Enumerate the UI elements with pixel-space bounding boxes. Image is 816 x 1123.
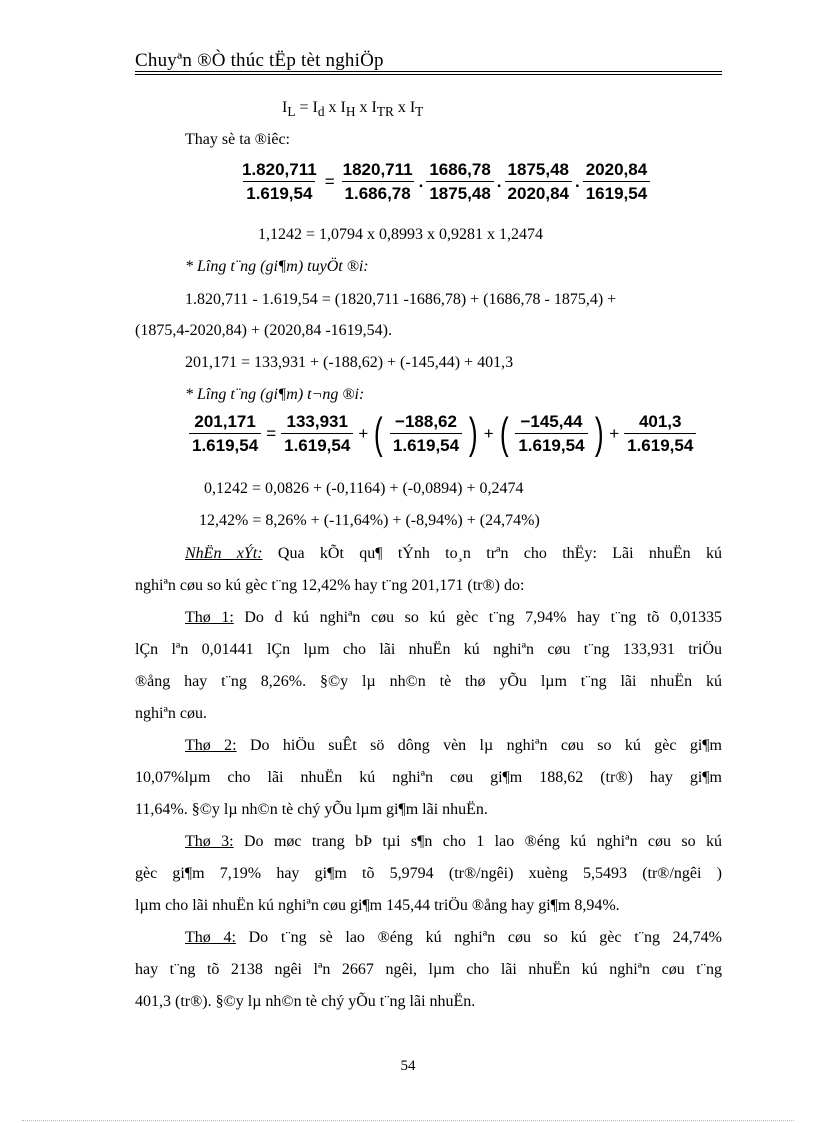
relative-index-result: 1,1242 = 1,0794 x 0,8993 x 0,9281 x 1,2474	[258, 226, 544, 243]
fraction-denominator: 1.619,54	[189, 433, 261, 456]
factor-label: Thø 3:	[185, 833, 234, 850]
factor-paragraph-line	[185, 608, 722, 628]
fraction-numerator: 1820,711	[342, 160, 413, 179]
fraction-term	[281, 412, 353, 456]
plus-sign: +	[609, 424, 620, 443]
page-number: 54	[400, 1058, 416, 1074]
fraction-term	[390, 412, 462, 456]
page-header-title: Chuyªn ®Ò thúc tËp tèt nghiÖp	[135, 50, 384, 71]
fraction-numerator: 401,3	[638, 412, 682, 431]
index-subscript: T	[415, 104, 424, 120]
right-paren: )	[469, 409, 478, 458]
remark-line: nghiªn cøu so kú gèc t¨ng 12,42% hay t¨ng 201,171 (tr®) do:	[135, 577, 525, 594]
relative-change-percent: 12,42% = 8,26% + (-11,64%) + (-8,94%) + (24,74%)	[199, 512, 540, 529]
plus-sign: +	[358, 424, 369, 443]
factor-paragraph-line: 11,64%. §©y lµ nh©n tè chý yÕu lµm gi¶m lãi nhuËn.	[135, 801, 488, 818]
formula-relative-index	[236, 160, 653, 204]
fraction-numerator: 1875,48	[507, 160, 569, 179]
fraction-denominator: 1.619,54	[515, 433, 587, 456]
index-subscript: d	[317, 104, 325, 120]
left-paren: (	[499, 409, 509, 458]
factor-text: Do møc trang bÞ tµi s¶n cho 1 lao ®éng kú nghiªn cøu so kú	[233, 833, 722, 850]
right-paren: )	[594, 409, 604, 458]
index-part: = I	[295, 99, 318, 116]
fraction-term	[426, 160, 493, 204]
absolute-change-line: (1875,4-2020,84) + (2020,84 -1619,54).	[135, 322, 392, 339]
factor-paragraph-line: 10,07%lµm cho lãi nhuËn kú nghiªn cøu gi¶m 188,62 (tr®) hay gi¶m	[135, 769, 722, 786]
formula-relative-change	[186, 409, 699, 458]
fraction-term	[624, 412, 696, 456]
fraction-denominator: 1.619,54	[281, 433, 353, 456]
factor-paragraph-line: nghiªn cøu.	[135, 705, 207, 722]
absolute-change-result: 201,171 = 133,931 + (-188,62) + (-145,44) + 401,3	[185, 354, 514, 371]
fraction-numerator: −145,44	[520, 412, 583, 431]
index-subscript: TR	[376, 104, 394, 120]
plus-sign: +	[483, 424, 494, 443]
factor-paragraph-line	[185, 736, 722, 756]
index-symbol: I	[282, 99, 288, 116]
fraction-numerator: 1686,78	[429, 160, 491, 179]
fraction-numerator: 201,171	[194, 412, 256, 431]
fraction-term	[583, 160, 650, 204]
factor-text: Do d kú nghiªn cøu so kú gèc t¨ng 7,94% hay t¨ng tõ 0,01335	[233, 609, 722, 626]
fraction-term	[505, 160, 572, 204]
fraction-denominator: 1.686,78	[342, 181, 414, 204]
multiply-dot: .	[418, 172, 424, 191]
fraction-lhs	[239, 160, 320, 204]
factor-paragraph-line	[185, 928, 722, 948]
remark-label: NhËn xÝt:	[185, 545, 263, 562]
factor-label: Thø 1:	[185, 609, 234, 626]
multiply-dot: .	[496, 172, 502, 191]
index-subscript: L	[287, 104, 296, 120]
relative-change-result: 0,1242 = 0,0826 + (-0,1164) + (-0,0894) + 0,2474	[204, 480, 524, 497]
factor-paragraph-line: gèc gi¶m 7,19% hay gi¶m tõ 5,9794 (tr®/ngêi) xuèng 5,5493 (tr®/ngêi )	[135, 865, 722, 882]
index-part: x I	[393, 99, 416, 116]
relative-change-heading: * Lîng t¨ng (gi¶m) t¬ng ®i:	[185, 386, 365, 403]
bottom-dotted-rule	[22, 1120, 794, 1121]
fraction-denominator: 1875,48	[426, 181, 493, 204]
factor-paragraph-line: ®ång hay t¨ng 8,26%. §©y lµ nh©n tè thø yÕu lµm t¨ng lãi nhuËn kú	[135, 673, 722, 690]
fraction-term	[340, 160, 416, 204]
absolute-change-line: 1.820,711 - 1.619,54 = (1820,711 -1686,78) + (1686,78 - 1875,4) +	[185, 291, 617, 308]
factor-paragraph-line	[185, 832, 722, 852]
index-part: x I	[355, 99, 377, 116]
equals-sign: =	[324, 172, 335, 191]
fraction-denominator: 1.619,54	[390, 433, 462, 456]
equals-sign: =	[266, 424, 277, 443]
index-part: x I	[324, 99, 346, 116]
factor-text: Do t¨ng sè lao ®éng kú nghiªn cøu so kú gèc t¨ng 24,74%	[235, 929, 723, 946]
factor-label: Thø 2:	[185, 737, 237, 754]
fraction-denominator: 2020,84	[505, 181, 572, 204]
factor-label: Thø 4:	[185, 929, 236, 946]
fraction-lhs	[189, 412, 261, 456]
fraction-denominator: 1.619,54	[624, 433, 696, 456]
factor-paragraph-line: lµm cho lãi nhuËn kú nghiªn cøu gi¶m 145,44 triÖu ®ång hay gi¶m 8,94%.	[135, 897, 620, 914]
left-paren: (	[374, 409, 383, 458]
substitution-label: Thay sè ta ®iêc:	[185, 131, 290, 148]
absolute-change-heading: * Lîng t¨ng (gi¶m) tuyÖt ®i:	[185, 258, 369, 275]
remark-text: Qua kÕt qu¶ tÝnh to¸n trªn cho thËy: Lãi nhuËn kú	[262, 545, 722, 562]
header-rule	[135, 71, 722, 72]
factor-text: Do hiÖu suÊt sö dông vèn lµ nghiªn cøu so kú gèc gi¶m	[236, 737, 722, 754]
remark-line	[185, 544, 722, 564]
fraction-term	[515, 412, 587, 456]
fraction-denominator: 1619,54	[583, 181, 650, 204]
fraction-numerator: −188,62	[395, 412, 457, 431]
index-subscript: H	[345, 104, 356, 120]
factor-paragraph-line: 401,3 (tr®). §©y lµ nh©n tè chý yÕu t¨ng lãi nhuËn.	[135, 993, 476, 1010]
index-equation	[282, 98, 423, 122]
factor-paragraph-line: lÇn lªn 0,01441 lÇn lµm cho lãi nhuËn kú nghiªn cøu t¨ng 133,931 triÖu	[135, 641, 722, 658]
factor-paragraph-line: hay t¨ng tõ 2138 ngêi lªn 2667 ngêi, lµm cho lãi nhuËn kú nghiªn cøu t¨ng	[135, 961, 722, 978]
multiply-dot: .	[574, 172, 580, 191]
fraction-numerator: 1.820,711	[242, 160, 317, 179]
fraction-numerator: 2020,84	[585, 160, 648, 179]
fraction-numerator: 133,931	[286, 412, 348, 431]
header-rule-thin	[135, 74, 722, 75]
fraction-denominator: 1.619,54	[243, 181, 315, 204]
